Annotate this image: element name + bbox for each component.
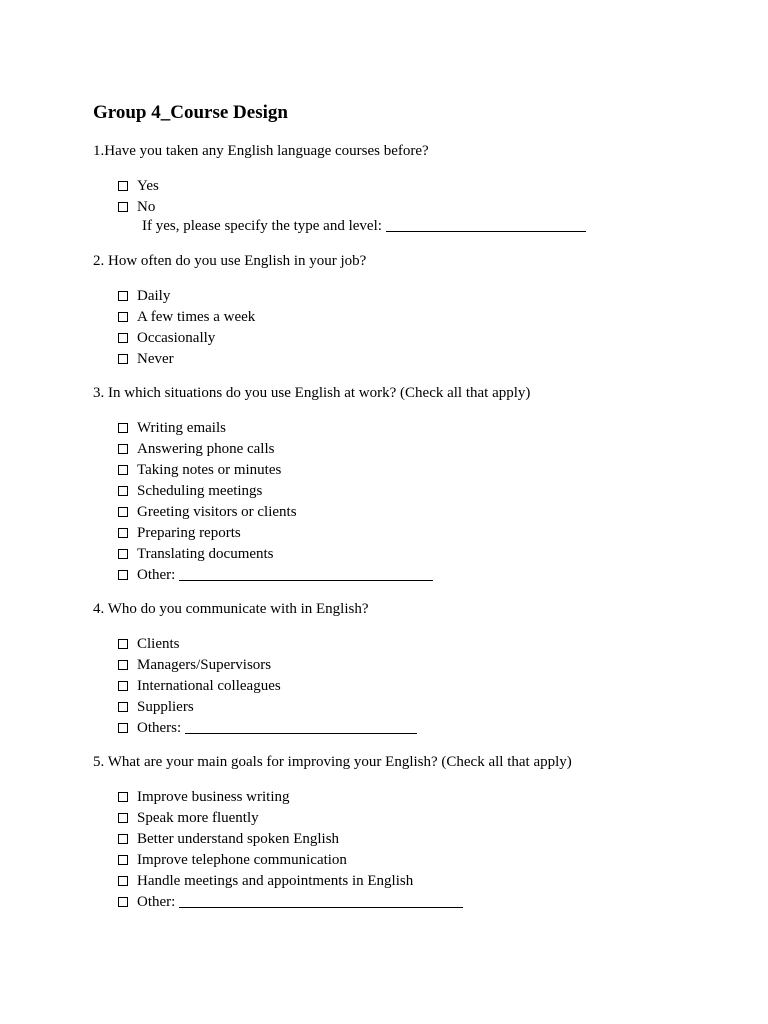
checkbox[interactable] [118, 570, 128, 580]
option-label: Greeting visitors or clients [137, 504, 297, 520]
option-label: Answering phone calls [137, 441, 275, 457]
q5-option-business-writing[interactable] [118, 787, 289, 807]
option-label: Taking notes or minutes [137, 462, 282, 478]
question-3-text: 3. In which situations do you use English at work? (Check all that apply) [93, 385, 531, 401]
option-label: Yes [137, 178, 159, 194]
q3-option-greeting[interactable] [118, 502, 297, 522]
q2-option-never[interactable] [118, 349, 174, 369]
other-blank-field[interactable] [179, 561, 433, 581]
checkbox[interactable] [118, 549, 128, 559]
option-label: Suppliers [137, 699, 194, 715]
document-title: Group 4_Course Design [93, 102, 288, 123]
option-label: Preparing reports [137, 525, 241, 541]
option-label: Others: [137, 720, 182, 736]
checkbox[interactable] [118, 702, 128, 712]
q2-option-occasionally[interactable] [118, 328, 215, 348]
q3-option-writing-emails[interactable] [118, 418, 226, 438]
checkbox[interactable] [118, 444, 128, 454]
other-blank-field[interactable] [179, 888, 463, 908]
followup-label: If yes, please specify the type and level: [142, 218, 382, 234]
checkbox[interactable] [118, 855, 128, 865]
option-label: Daily [137, 288, 171, 304]
q3-option-phone-calls[interactable] [118, 439, 274, 459]
q3-option-notes[interactable] [118, 460, 281, 480]
checkbox[interactable] [118, 202, 128, 212]
checkbox[interactable] [118, 834, 128, 844]
checkbox[interactable] [118, 528, 128, 538]
option-label: Handle meetings and appointments in English [137, 873, 414, 889]
others-blank-field[interactable] [185, 714, 417, 734]
checkbox[interactable] [118, 639, 128, 649]
option-label: Scheduling meetings [137, 483, 263, 499]
checkbox[interactable] [118, 354, 128, 364]
q2-option-few-times[interactable] [118, 307, 255, 327]
checkbox[interactable] [118, 423, 128, 433]
q1-option-yes[interactable] [118, 176, 159, 196]
q5-option-telephone[interactable] [118, 850, 347, 870]
q1-option-no[interactable] [118, 197, 155, 217]
checkbox[interactable] [118, 792, 128, 802]
checkbox[interactable] [118, 181, 128, 191]
q5-option-listening[interactable] [118, 829, 339, 849]
option-label: Managers/Supervisors [137, 657, 272, 673]
option-label: Occasionally [137, 330, 216, 346]
option-label: International colleagues [137, 678, 281, 694]
checkbox[interactable] [118, 660, 128, 670]
q5-option-other[interactable] [118, 892, 463, 912]
q4-option-suppliers[interactable] [118, 697, 194, 717]
q1-followup [142, 216, 586, 236]
checkbox[interactable] [118, 897, 128, 907]
q4-option-managers[interactable] [118, 655, 271, 675]
q2-option-daily[interactable] [118, 286, 170, 306]
checkbox[interactable] [118, 312, 128, 322]
option-label: No [137, 199, 156, 215]
q3-option-reports[interactable] [118, 523, 241, 543]
checkbox[interactable] [118, 465, 128, 475]
option-label: Other: [137, 894, 176, 910]
option-label: Improve business writing [137, 789, 290, 805]
q5-option-fluency[interactable] [118, 808, 259, 828]
q3-option-scheduling[interactable] [118, 481, 262, 501]
question-4-text: 4. Who do you communicate with in English? [93, 601, 369, 617]
question-5-text: 5. What are your main goals for improving your English? (Check all that apply) [93, 754, 572, 770]
option-label: Improve telephone communication [137, 852, 347, 868]
followup-blank-field[interactable] [386, 212, 586, 232]
checkbox[interactable] [118, 486, 128, 496]
option-label: A few times a week [137, 309, 256, 325]
option-label: Translating documents [137, 546, 274, 562]
checkbox[interactable] [118, 333, 128, 343]
checkbox[interactable] [118, 723, 128, 733]
option-label: Other: [137, 567, 176, 583]
option-label: Speak more fluently [137, 810, 259, 826]
question-1-text: 1.Have you taken any English language courses before? [93, 143, 429, 159]
question-2-text: 2. How often do you use English in your job? [93, 253, 367, 269]
option-label: Never [137, 351, 174, 367]
q3-option-other[interactable] [118, 565, 433, 585]
checkbox[interactable] [118, 813, 128, 823]
checkbox[interactable] [118, 681, 128, 691]
q4-option-others[interactable] [118, 718, 417, 738]
q4-option-international[interactable] [118, 676, 281, 696]
checkbox[interactable] [118, 507, 128, 517]
option-label: Writing emails [137, 420, 226, 436]
checkbox[interactable] [118, 291, 128, 301]
q4-option-clients[interactable] [118, 634, 180, 654]
option-label: Clients [137, 636, 180, 652]
checkbox[interactable] [118, 876, 128, 886]
option-label: Better understand spoken English [137, 831, 340, 847]
